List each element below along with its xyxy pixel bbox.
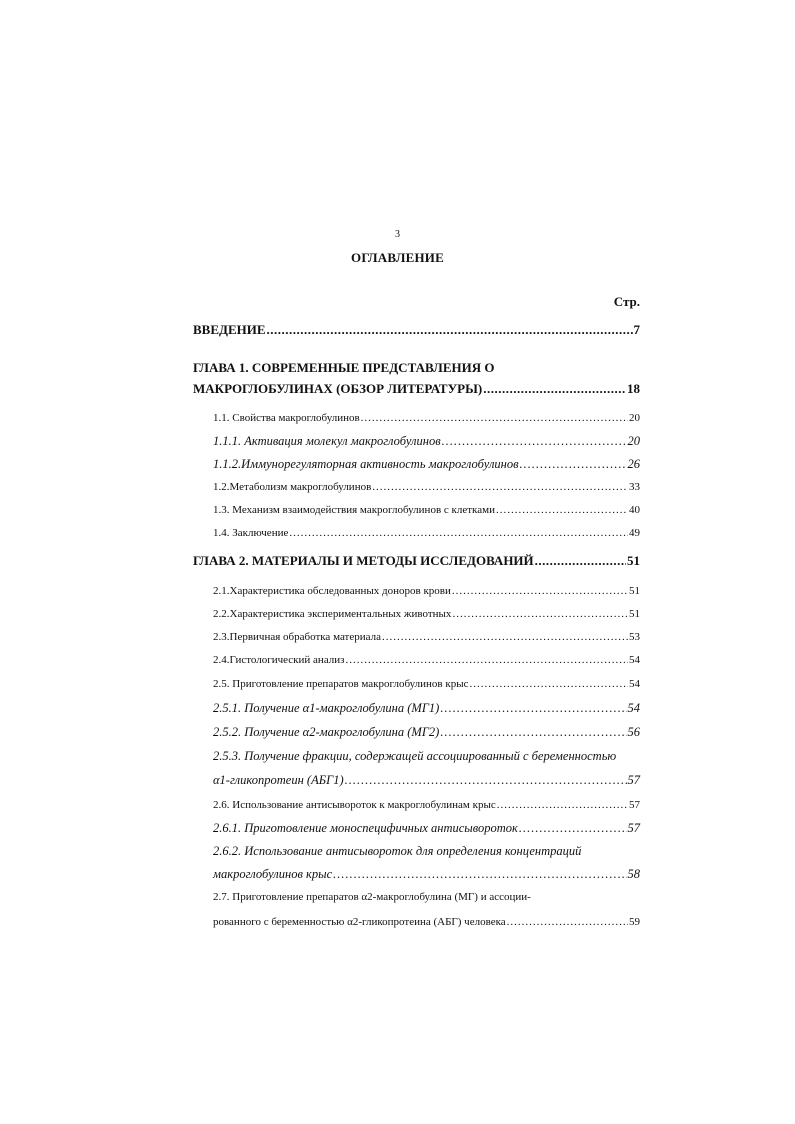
dot-leader (440, 700, 626, 716)
toc-entry-text: 2.6. Использование антисывороток к макроглобулинам крыс (213, 799, 496, 811)
dot-leader (520, 456, 627, 472)
toc-entry-1-1-1[interactable] (213, 433, 640, 449)
toc-entry-2-2[interactable] (213, 606, 640, 622)
toc-entry-page: 54 (629, 678, 640, 690)
page-number: 3 (395, 229, 400, 240)
toc-entry-page: 18 (627, 381, 640, 396)
toc-entry-chapter2[interactable] (193, 553, 640, 569)
dot-leader (440, 724, 626, 740)
dot-leader (452, 583, 628, 599)
toc-entry-page: 57 (627, 821, 640, 835)
toc-entry-2-3[interactable] (213, 629, 640, 645)
toc-entry-page: 53 (629, 631, 640, 643)
toc-entry-text: 2.5.1. Получение α1-макроглобулина (МГ1) (213, 701, 440, 715)
toc-entry-2-4[interactable] (213, 652, 640, 668)
toc-entry-text: 2.5.2. Получение α2-макроглобулина (МГ2) (213, 725, 440, 739)
page-column-label: Стр. (613, 294, 640, 309)
toc-entry-text: макроглобулинов крыс (213, 867, 333, 881)
toc-entry-2-5-3[interactable] (213, 772, 640, 788)
toc-entry-2-7[interactable] (213, 914, 640, 930)
dot-leader (483, 381, 626, 397)
toc-entry-text: МАКРОГЛОБУЛИНАХ (ОБЗОР ЛИТЕРАТУРЫ) (193, 381, 483, 396)
toc-entry-text: 1.1.1. Активация молекул макроглобулинов (213, 434, 441, 448)
toc-entry-introduction[interactable] (193, 322, 640, 338)
dot-leader (442, 433, 627, 449)
toc-entry-text: 1.3. Механизм взаимодействия макроглобулинов с клетками (213, 504, 495, 516)
dot-leader (289, 525, 628, 541)
toc-entry-page: 49 (629, 527, 640, 539)
toc-entry-chapter1[interactable] (193, 381, 640, 397)
toc-entry-page: 20 (627, 434, 640, 448)
toc-title: ОГЛАВЛЕНИЕ (351, 250, 444, 265)
dot-leader (507, 914, 628, 930)
toc-entry-text: 2.6.1. Приготовление моноспецифичных антисывороток (213, 821, 518, 835)
dot-leader (267, 322, 633, 338)
toc-entry-page: 54 (627, 701, 640, 715)
toc-entry-text: ГЛАВА 2. МАТЕРИАЛЫ И МЕТОДЫ ИССЛЕДОВАНИЙ (193, 553, 534, 568)
toc-entry-text: 1.1. Свойства макроглобулинов (213, 412, 360, 424)
toc-entry-2-7-line1[interactable]: 2.7. Приготовление препаратов α2-макроглобулина (МГ) и ассоции- (213, 891, 531, 903)
dot-leader (372, 479, 628, 495)
toc-entry-chapter1-line1[interactable]: ГЛАВА 1. СОВРЕМЕННЫЕ ПРЕДСТАВЛЕНИЯ О (193, 360, 495, 375)
toc-entry-2-6-2[interactable] (213, 866, 640, 882)
toc-entry-1-1[interactable] (213, 410, 640, 426)
toc-entry-text: 2.5. Приготовление препаратов макроглобулинов крыс (213, 678, 469, 690)
toc-entry-page: 51 (629, 585, 640, 597)
toc-entry-text: 1.1.2.Иммунорегуляторная активность макроглобулинов (213, 457, 519, 471)
toc-entry-page: 40 (629, 504, 640, 516)
toc-entry-text: 2.4.Гистологический анализ (213, 654, 345, 666)
dot-leader (519, 820, 627, 836)
dot-leader (496, 502, 628, 518)
dot-leader (497, 797, 628, 813)
dot-leader (452, 606, 628, 622)
toc-entry-2-5-3-line1[interactable]: 2.5.3. Получение фракции, содержащей ассоциированный с беременностью (213, 749, 617, 763)
toc-entry-text: ВВЕДЕНИЕ (193, 322, 266, 337)
toc-entry-2-5-2[interactable] (213, 724, 640, 740)
toc-entry-text: 1.2.Метаболизм макроглобулинов (213, 481, 372, 493)
toc-entry-text: 2.2.Характеристика экспериментальных животных (213, 608, 452, 620)
toc-entry-page: 54 (629, 654, 640, 666)
dot-leader (345, 772, 627, 788)
toc-entry-text: 2.1.Характеристика обследованных доноров крови (213, 585, 451, 597)
dot-leader (333, 866, 626, 882)
toc-entry-1-3[interactable] (213, 502, 640, 518)
dot-leader (535, 553, 626, 569)
toc-entry-text: 1.4. Заключение (213, 527, 289, 539)
dot-leader (361, 410, 628, 426)
toc-entry-page: 56 (627, 725, 640, 739)
toc-entry-2-6[interactable] (213, 797, 640, 813)
toc-entry-page: 59 (629, 916, 640, 928)
toc-entry-text: 2.3.Первичная обработка материала (213, 631, 381, 643)
toc-entry-page: 57 (629, 799, 640, 811)
toc-entry-page: 33 (629, 481, 640, 493)
toc-entry-text: рованного с беременностью α2-гликопротеина (АБГ) человека (213, 916, 506, 928)
dot-leader (382, 629, 628, 645)
dot-leader (346, 652, 628, 668)
toc-entry-1-1-2[interactable] (213, 456, 640, 472)
dot-leader (469, 676, 628, 692)
toc-entry-text: α1-гликопротеин (АБГ1) (213, 773, 344, 787)
toc-entry-page: 51 (629, 608, 640, 620)
toc-entry-2-5-1[interactable] (213, 700, 640, 716)
toc-entry-2-6-1[interactable] (213, 820, 640, 836)
toc-entry-page: 7 (633, 322, 640, 337)
toc-entry-page: 58 (627, 867, 640, 881)
toc-entry-page: 57 (627, 773, 640, 787)
toc-entry-page: 20 (629, 412, 640, 424)
toc-entry-1-4[interactable] (213, 525, 640, 541)
toc-entry-page: 26 (627, 457, 640, 471)
toc-entry-page: 51 (627, 553, 640, 568)
toc-entry-2-5[interactable] (213, 676, 640, 692)
toc-entry-2-1[interactable] (213, 583, 640, 599)
toc-entry-1-2[interactable] (213, 479, 640, 495)
toc-entry-2-6-2-line1[interactable]: 2.6.2. Использование антисывороток для определения концентраций (213, 844, 582, 858)
